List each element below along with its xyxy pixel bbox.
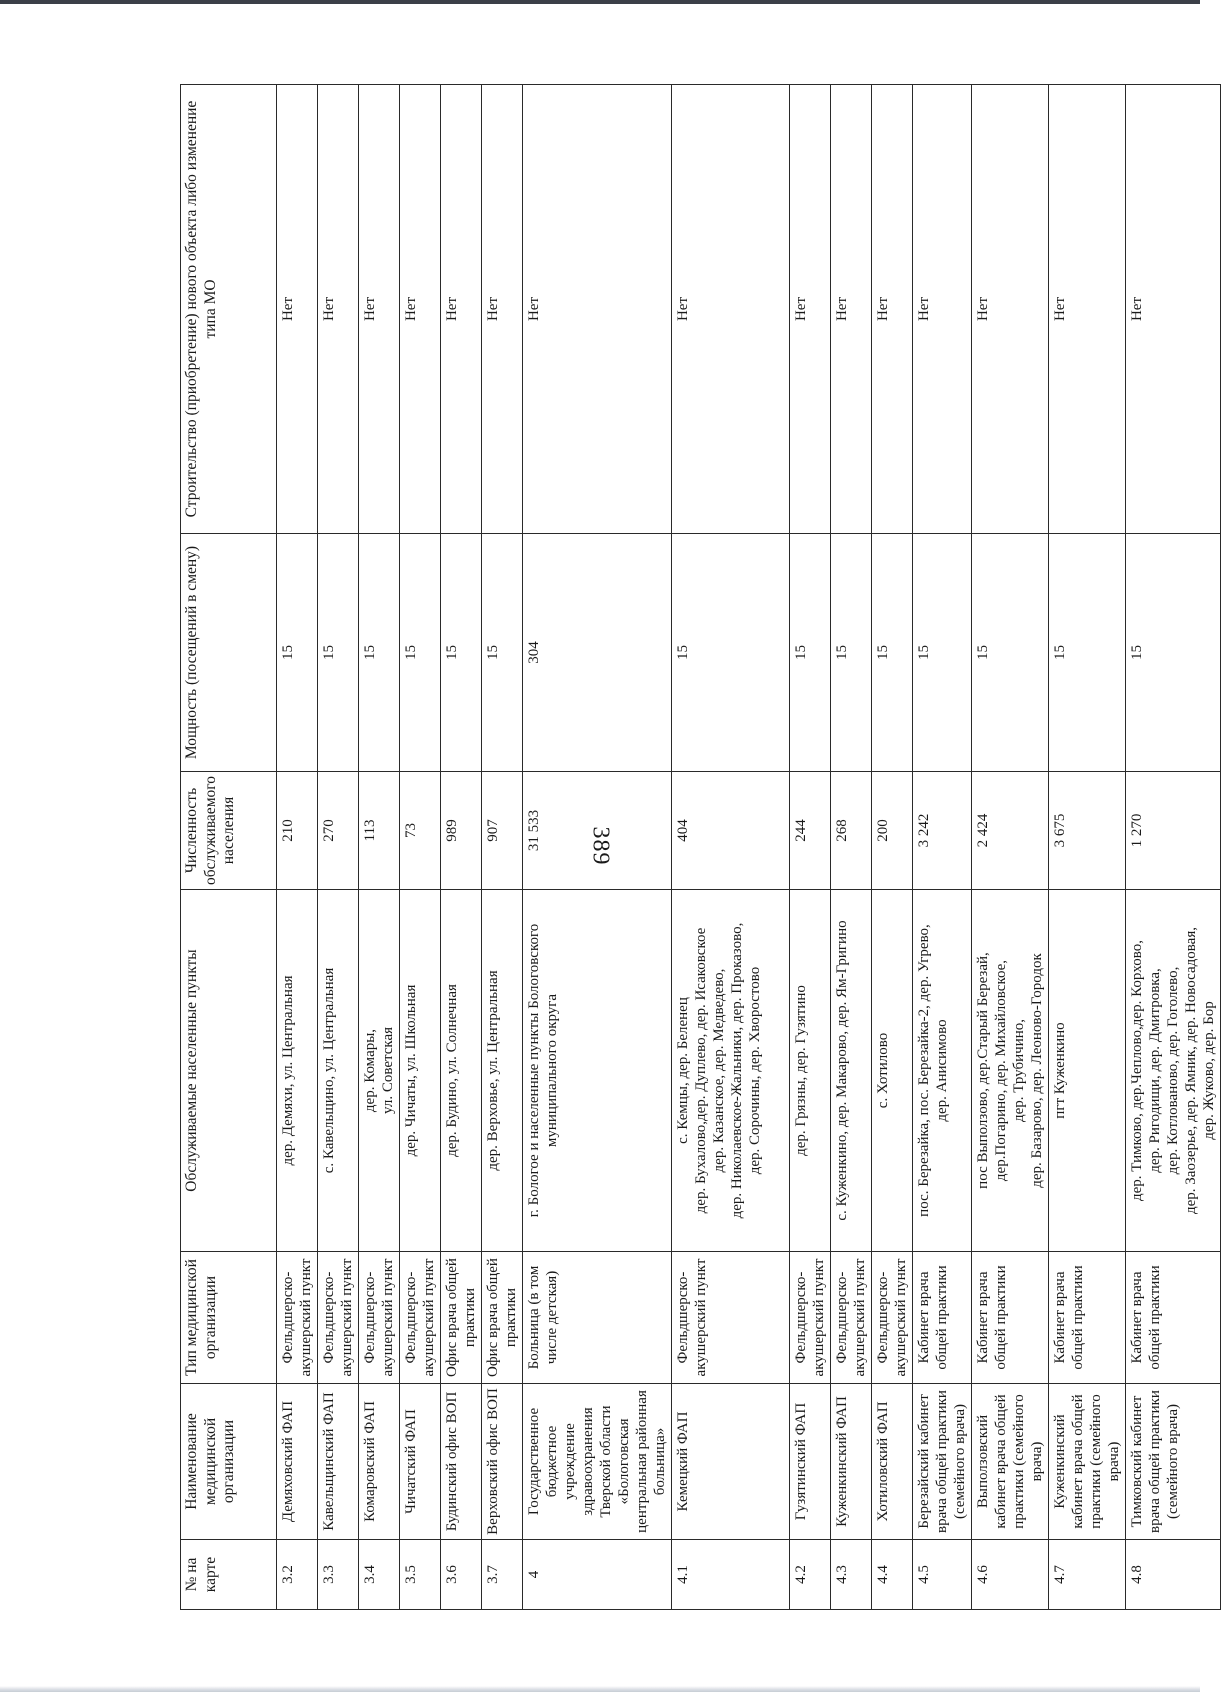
cell-map-number: 4.4 — [872, 1540, 913, 1610]
settlement-line: пос Выползово, дер.Старый Березай, — [975, 952, 991, 1189]
cell-map-number: 4.1 — [672, 1540, 790, 1610]
cell-organization-type: Фельдшерско-акушерский пункт — [831, 1252, 872, 1384]
cell-map-number: 4.5 — [913, 1540, 972, 1610]
settlement-line: пос. Березайка, пос. Березайка-2, дер. Угрево, — [916, 924, 932, 1217]
cell-settlements — [672, 890, 790, 1252]
cell-settlements — [913, 890, 972, 1252]
cell-settlements — [1049, 890, 1126, 1252]
cell-organization-name: Кемецкий ФАП — [672, 1384, 790, 1540]
cell-capacity: 304 — [523, 534, 672, 772]
cell-construction: Нет — [359, 85, 400, 534]
cell-construction: Нет — [482, 85, 523, 534]
cell-capacity: 15 — [972, 534, 1049, 772]
cell-organization-name: Хотиловский ФАП — [872, 1384, 913, 1540]
cell-organization-name: Комаровский ФАП — [359, 1384, 400, 1540]
cell-settlements — [318, 890, 359, 1252]
table-row — [277, 85, 318, 1610]
cell-map-number: 3.7 — [482, 1540, 523, 1610]
cell-map-number: 3.2 — [277, 1540, 318, 1610]
settlement-line: дер. Ригодищи, дер. Дмитровка, — [1147, 968, 1163, 1173]
cell-settlements — [400, 890, 441, 1252]
cell-population: 3 242 — [913, 772, 972, 890]
cell-organization-name: Гузятинский ФАП — [790, 1384, 831, 1540]
cell-organization-name: Выползовский кабинет врача общей практики (семейного врача) — [972, 1384, 1049, 1540]
header-settlements: Обслуживаемые населенные пункты — [181, 890, 277, 1252]
cell-population: 73 — [400, 772, 441, 890]
cell-population: 270 — [318, 772, 359, 890]
table-row — [400, 85, 441, 1610]
cell-organization-type: Кабинет врача общей практики — [1126, 1252, 1221, 1384]
cell-organization-type: Фельдшерско-акушерский пункт — [790, 1252, 831, 1384]
cell-capacity: 15 — [318, 534, 359, 772]
cell-map-number: 3.5 — [400, 1540, 441, 1610]
settlement-line: дер. Чичаты, ул. Школьная — [403, 984, 419, 1157]
cell-settlements — [523, 890, 672, 1252]
table-row — [318, 85, 359, 1610]
cell-organization-type: Фельдшерско-акушерский пункт — [318, 1252, 359, 1384]
cell-organization-name: Демяховский ФАП — [277, 1384, 318, 1540]
settlement-line: дер. Николаевское-Жальники, дер. Проказово, — [729, 922, 745, 1219]
cell-population: 907 — [482, 772, 523, 890]
cell-settlements — [972, 890, 1049, 1252]
cell-population: 404 — [672, 772, 790, 890]
cell-capacity: 15 — [441, 534, 482, 772]
cell-organization-name: Березайский кабинет врача общей практики (семейного врача) — [913, 1384, 972, 1540]
cell-population: 200 — [872, 772, 913, 890]
header-map-number: № на карте — [181, 1540, 277, 1610]
settlement-line: дер. Анисимово — [934, 1019, 950, 1122]
cell-settlements — [441, 890, 482, 1252]
cell-organization-type: Фельдшерско-акушерский пункт — [277, 1252, 318, 1384]
cell-construction: Нет — [400, 85, 441, 534]
table-row — [441, 85, 482, 1610]
cell-organization-type: Фельдшерско-акушерский пункт — [672, 1252, 790, 1384]
cell-organization-type: Кабинет врача общей практики — [1049, 1252, 1126, 1384]
cell-capacity: 15 — [400, 534, 441, 772]
cell-capacity: 15 — [872, 534, 913, 772]
table-header-row — [181, 85, 277, 1610]
cell-capacity: 15 — [1126, 534, 1221, 772]
settlement-line: дер. Верховье, ул. Центральная — [485, 970, 501, 1171]
cell-construction: Нет — [1126, 85, 1221, 534]
table-row — [1049, 85, 1126, 1610]
settlement-line: дер. Грязны, дер. Гузятино — [793, 985, 809, 1156]
cell-map-number: 4 — [523, 1540, 672, 1610]
header-organization-type: Тип медицинской организации — [181, 1252, 277, 1384]
cell-settlements — [359, 890, 400, 1252]
cell-capacity: 15 — [1049, 534, 1126, 772]
table-row — [913, 85, 972, 1610]
cell-map-number: 3.6 — [441, 1540, 482, 1610]
cell-construction: Нет — [441, 85, 482, 534]
table-row — [972, 85, 1049, 1610]
table-row — [359, 85, 400, 1610]
settlement-line: дер. Бухалово,дер. Дуплево, дер. Исаковское — [693, 927, 709, 1214]
cell-map-number: 3.3 — [318, 1540, 359, 1610]
cell-construction: Нет — [872, 85, 913, 534]
cell-map-number: 4.6 — [972, 1540, 1049, 1610]
table-row — [790, 85, 831, 1610]
settlement-line: г. Бологое и населенные пункты Бологовского муниципального округа — [526, 923, 560, 1218]
cell-construction: Нет — [1049, 85, 1126, 534]
cell-capacity: 15 — [672, 534, 790, 772]
cell-construction: Нет — [672, 85, 790, 534]
cell-construction: Нет — [318, 85, 359, 534]
scan-edge-top — [0, 0, 1200, 4]
cell-population: 210 — [277, 772, 318, 890]
header-capacity: Мощность (посещений в смену) — [181, 534, 277, 772]
cell-organization-type: Кабинет врача общей практики — [913, 1252, 972, 1384]
cell-construction: Нет — [277, 85, 318, 534]
cell-settlements — [831, 890, 872, 1252]
settlement-line: дер. Комары, — [362, 1028, 378, 1113]
cell-organization-name: Куженкинский кабинет врача общей практики (семейного врача) — [1049, 1384, 1126, 1540]
settlement-line: дер. Будино, ул. Солнечная — [444, 984, 460, 1157]
table-body — [277, 85, 1221, 1610]
header-construction: Строительство (приобретение) нового объекта либо изменение типа МО — [181, 85, 277, 534]
cell-organization-type: Кабинет врача общей практики — [972, 1252, 1049, 1384]
settlement-line: дер. Котлованово, дер. Гоголево, — [1165, 966, 1181, 1175]
settlement-line: с. Кемцы, дер. Беленец — [675, 997, 691, 1144]
cell-population: 989 — [441, 772, 482, 890]
page-number: 389 — [587, 826, 614, 866]
settlement-line: дер. Демяхи, ул. Центральная — [280, 975, 296, 1166]
settlement-line: дер. Казанское, дер. Медведево, — [711, 968, 727, 1173]
cell-map-number: 4.3 — [831, 1540, 872, 1610]
cell-capacity: 15 — [277, 534, 318, 772]
scan-edge-bottom — [0, 1686, 1200, 1692]
cell-population: 2 424 — [972, 772, 1049, 890]
cell-map-number: 4.8 — [1126, 1540, 1221, 1610]
cell-organization-type: Фельдшерско-акушерский пункт — [872, 1252, 913, 1384]
cell-organization-type: Фельдшерско-акушерский пункт — [359, 1252, 400, 1384]
cell-construction: Нет — [831, 85, 872, 534]
cell-organization-name: Государственное бюджетное учреждение здравоохранения Тверской области «Бологовская центральная районная больница» — [523, 1384, 672, 1540]
settlement-line: ул. Советская — [380, 1027, 396, 1114]
cell-construction: Нет — [972, 85, 1049, 534]
cell-organization-type: Фельдшерско-акушерский пункт — [400, 1252, 441, 1384]
cell-organization-name: Куженкинский ФАП — [831, 1384, 872, 1540]
cell-population: 31 533 — [523, 772, 672, 890]
table-row — [872, 85, 913, 1610]
cell-construction: Нет — [523, 85, 672, 534]
cell-organization-type: Офис врача общей практики — [482, 1252, 523, 1384]
cell-population: 113 — [359, 772, 400, 890]
settlement-line: с. Кавельщино, ул. Центральная — [321, 967, 337, 1174]
cell-settlements — [277, 890, 318, 1252]
table-row — [831, 85, 872, 1610]
settlement-line: с. Куженкино, дер. Макарово, дер. Ям-Григино — [834, 920, 850, 1221]
cell-population: 268 — [831, 772, 872, 890]
cell-settlements — [1126, 890, 1221, 1252]
cell-capacity: 15 — [482, 534, 523, 772]
cell-organization-name: Чичатский ФАП — [400, 1384, 441, 1540]
cell-settlements — [482, 890, 523, 1252]
table-row — [1126, 85, 1221, 1610]
cell-capacity: 15 — [359, 534, 400, 772]
cell-construction: Нет — [913, 85, 972, 534]
table-row — [523, 85, 672, 1610]
cell-settlements — [872, 890, 913, 1252]
cell-map-number: 4.2 — [790, 1540, 831, 1610]
settlement-line: дер. Тимково, дер.Чеплово,дер. Корхово, — [1129, 940, 1145, 1201]
cell-population: 244 — [790, 772, 831, 890]
rotated-table-container — [180, 84, 1221, 1610]
cell-construction: Нет — [790, 85, 831, 534]
header-population: Численность обслуживаемого населения — [181, 772, 277, 890]
settlement-line: дер. Жуково, дер. Бор — [1201, 1001, 1217, 1140]
settlement-line: пгт Куженкино — [1052, 1022, 1068, 1119]
cell-map-number: 4.7 — [1049, 1540, 1126, 1610]
cell-organization-name: Верховский офис ВОП — [482, 1384, 523, 1540]
cell-capacity: 15 — [913, 534, 972, 772]
cell-population: 3 675 — [1049, 772, 1126, 890]
cell-organization-type: Больница (в том числе детская) — [523, 1252, 672, 1384]
cell-population: 1 270 — [1126, 772, 1221, 890]
settlement-line: дер. Трубичино, — [1011, 1019, 1027, 1122]
cell-organization-name: Будинский офис ВОП — [441, 1384, 482, 1540]
settlement-line: с. Хотилово — [875, 1032, 891, 1109]
table-row — [482, 85, 523, 1610]
cell-capacity: 15 — [790, 534, 831, 772]
cell-organization-name: Кавельщинский ФАП — [318, 1384, 359, 1540]
header-organization-name: Наименование медицинской организации — [181, 1384, 277, 1540]
medical-organizations-table — [180, 84, 1221, 1610]
settlement-line: дер. Заозерье, дер. Ямник, дер. Новосадовая, — [1183, 927, 1199, 1214]
settlement-line: дер. Сорочины, дер. Хворостово — [747, 966, 763, 1175]
cell-capacity: 15 — [831, 534, 872, 772]
cell-settlements — [790, 890, 831, 1252]
cell-organization-name: Тимковский кабинет врача общей практики (семейного врача) — [1126, 1384, 1221, 1540]
settlement-line: дер. Базарово, дер. Леоново-Городок — [1029, 953, 1045, 1188]
cell-organization-type: Офис врача общей практики — [441, 1252, 482, 1384]
cell-map-number: 3.4 — [359, 1540, 400, 1610]
settlement-line: дер.Погарино, дер. Михайловское, — [993, 959, 1009, 1182]
table-row — [672, 85, 790, 1610]
